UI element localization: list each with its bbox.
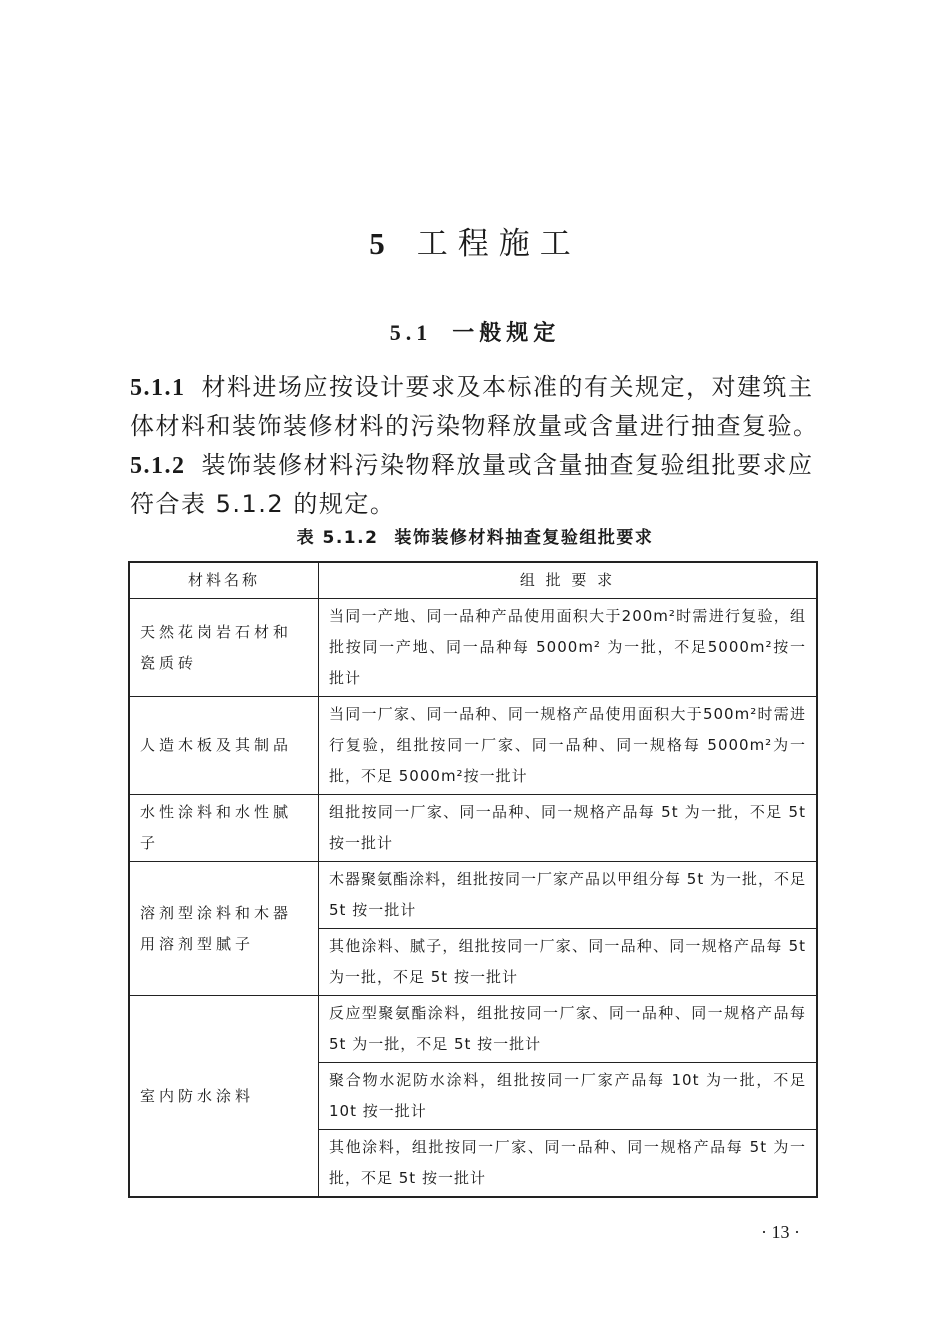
table-row xyxy=(129,862,817,929)
requirements-table xyxy=(128,561,818,1198)
clause-text: 材料进场应按设计要求及本标准的有关规定，对建筑主体材料和装饰装修材料的污染物释放量或含量进行抽查复验。 xyxy=(130,373,819,440)
requirement-cell: 组批按同一厂家、同一品种、同一规格产品每 5t 为一批，不足 5t 按一批计 xyxy=(319,795,818,862)
clause-text: 装饰装修材料污染物释放量或含量抽查复验组批要求应符合表 5.1.2 的规定。 xyxy=(130,451,814,518)
header-requirement: 组 批 要 求 xyxy=(319,562,818,599)
material-cell: 室内防水涂料 xyxy=(129,996,319,1198)
requirement-cell: 木器聚氨酯涂料，组批按同一厂家产品以甲组分每 5t 为一批，不足 5t 按一批计 xyxy=(319,862,818,929)
section-number: 5.1 xyxy=(389,320,433,345)
material-cell: 人造木板及其制品 xyxy=(129,697,319,795)
table-caption xyxy=(0,523,950,548)
table-row xyxy=(129,996,817,1063)
table-header-row xyxy=(129,562,817,599)
requirement-cell: 当同一产地、同一品种产品使用面积大于200m²时需进行复验，组批按同一产地、同一品种每 5000m² 为一批，不足5000m²按一批计 xyxy=(319,599,818,697)
material-cell: 水性涂料和水性腻子 xyxy=(129,795,319,862)
page-number: · 13 · xyxy=(761,1222,800,1242)
clause-number: 5.1.1 xyxy=(130,375,186,401)
material-cell: 天然花岗岩石材和瓷质砖 xyxy=(129,599,319,697)
chapter-title xyxy=(0,218,950,263)
table-row xyxy=(129,795,817,862)
chapter-title-text: 工程施工 xyxy=(416,226,581,262)
clause-5-1-2 xyxy=(130,446,830,523)
table-number: 表 5.1.2 xyxy=(296,528,379,548)
table-title: 装饰装修材料抽查复验组批要求 xyxy=(394,528,654,548)
clause-number: 5.1.2 xyxy=(130,453,186,479)
section-title-text: 一般规定 xyxy=(452,321,561,346)
material-cell: 溶剂型涂料和木器用溶剂型腻子 xyxy=(129,862,319,996)
clause-5-1-1 xyxy=(130,368,830,445)
requirement-cell: 反应型聚氨酯涂料，组批按同一厂家、同一品种、同一规格产品每 5t 为一批，不足 5t 按一批计 xyxy=(319,996,818,1063)
table-row xyxy=(129,599,817,697)
section-title xyxy=(0,316,950,347)
table-row xyxy=(129,697,817,795)
requirement-cell: 聚合物水泥防水涂料，组批按同一厂家产品每 10t 为一批，不足 10t 按一批计 xyxy=(319,1063,818,1130)
requirement-cell: 其他涂料、腻子，组批按同一厂家、同一品种、同一规格产品每 5t 为一批，不足 5t 按一批计 xyxy=(319,929,818,996)
chapter-number: 5 xyxy=(369,226,395,261)
header-material: 材料名称 xyxy=(129,562,319,599)
requirement-cell: 其他涂料，组批按同一厂家、同一品种、同一规格产品每 5t 为一批，不足 5t 按一批计 xyxy=(319,1130,818,1198)
requirement-cell: 当同一厂家、同一品种、同一规格产品使用面积大于500m²时需进行复验，组批按同一厂家、同一品种、同一规格每 5000m²为一批，不足 5000m²按一批计 xyxy=(319,697,818,795)
